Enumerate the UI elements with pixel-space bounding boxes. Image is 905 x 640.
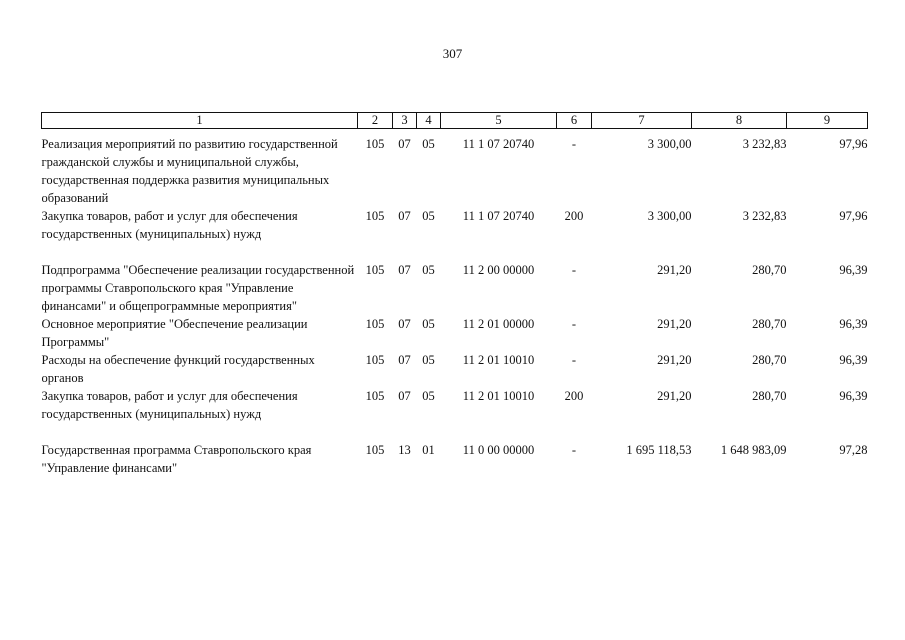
header-col-7: 7 bbox=[592, 113, 692, 129]
row-code-3: 07 bbox=[398, 317, 411, 331]
row-code-4: 05 bbox=[422, 263, 435, 277]
row-code-3: 13 bbox=[398, 443, 411, 457]
row-value-8: 280,70 bbox=[752, 263, 787, 277]
row-value-7: 291,20 bbox=[657, 263, 692, 277]
row-value-7: 3 300,00 bbox=[647, 209, 692, 223]
row-code-5: 11 2 01 10010 bbox=[462, 353, 535, 367]
row-code-3: 07 bbox=[398, 209, 411, 223]
row-value-7: 1 695 118,53 bbox=[626, 443, 692, 457]
header-col-8: 8 bbox=[692, 113, 787, 129]
row-code-6: - bbox=[571, 263, 577, 277]
header-row bbox=[42, 113, 868, 129]
table-row bbox=[42, 387, 868, 423]
row-code-6: - bbox=[571, 317, 577, 331]
row-percent: 96,39 bbox=[839, 263, 868, 277]
row-percent: 96,39 bbox=[839, 353, 868, 367]
row-code-4: 05 bbox=[422, 353, 435, 367]
row-code-2: 105 bbox=[365, 263, 385, 277]
table-row bbox=[42, 315, 868, 351]
row-code-3: 07 bbox=[398, 389, 411, 403]
row-code-5: 11 1 07 20740 bbox=[462, 209, 535, 223]
row-code-6: - bbox=[571, 443, 577, 457]
row-name: Закупка товаров, работ и услуг для обеспечения государственных (муниципальных) нужд bbox=[41, 389, 298, 421]
row-code-5: 11 0 00 00000 bbox=[462, 443, 535, 457]
row-code-5: 11 1 07 20740 bbox=[462, 137, 535, 151]
table-row bbox=[42, 351, 868, 387]
row-name: Государственная программа Ставропольского края "Управление финансами" bbox=[41, 443, 312, 475]
row-percent: 96,39 bbox=[839, 389, 868, 403]
row-value-7: 291,20 bbox=[657, 353, 692, 367]
header-col-5: 5 bbox=[441, 113, 557, 129]
header-col-3: 3 bbox=[393, 113, 417, 129]
budget-table bbox=[41, 112, 868, 477]
row-value-7: 291,20 bbox=[657, 317, 692, 331]
row-code-6: 200 bbox=[564, 209, 584, 223]
row-value-7: 3 300,00 bbox=[647, 137, 692, 151]
row-code-6: - bbox=[571, 137, 577, 151]
row-percent: 97,96 bbox=[839, 209, 868, 223]
row-code-3: 07 bbox=[398, 353, 411, 367]
row-code-5: 11 2 01 00000 bbox=[462, 317, 535, 331]
row-percent: 97,96 bbox=[839, 137, 868, 151]
row-code-2: 105 bbox=[365, 209, 385, 223]
row-value-8: 3 232,83 bbox=[742, 137, 787, 151]
header-col-6: 6 bbox=[557, 113, 592, 129]
row-code-5: 11 2 00 00000 bbox=[462, 263, 535, 277]
row-code-3: 07 bbox=[398, 263, 411, 277]
row-code-2: 105 bbox=[365, 317, 385, 331]
row-percent: 97,28 bbox=[839, 443, 868, 457]
row-name: Подпрограмма "Обеспечение реализации государственной программы Ставропольского края "Управление финансами" и общепрограммные мероприятия" bbox=[41, 263, 355, 313]
row-value-8: 3 232,83 bbox=[742, 209, 787, 223]
row-code-2: 105 bbox=[365, 137, 385, 151]
row-code-2: 105 bbox=[365, 353, 385, 367]
row-name: Основное мероприятие "Обеспечение реализации Программы" bbox=[41, 317, 308, 349]
row-code-4: 05 bbox=[422, 317, 435, 331]
row-name: Реализация мероприятий по развитию государственной гражданской службы и муниципальной службы, государственная поддержка развития муниципальных образований bbox=[41, 137, 338, 205]
header-col-1: 1 bbox=[42, 113, 358, 129]
table-row bbox=[42, 207, 868, 243]
row-code-4: 05 bbox=[422, 137, 435, 151]
header-col-2: 2 bbox=[358, 113, 393, 129]
row-name: Расходы на обеспечение функций государственных органов bbox=[41, 353, 315, 385]
header-col-4: 4 bbox=[417, 113, 441, 129]
row-percent: 96,39 bbox=[839, 317, 868, 331]
table-row bbox=[42, 135, 868, 207]
table-row bbox=[42, 261, 868, 315]
row-code-6: - bbox=[571, 353, 577, 367]
row-code-4: 01 bbox=[422, 443, 435, 457]
table-row bbox=[42, 441, 868, 477]
page-number: 307 bbox=[442, 46, 463, 61]
row-code-4: 05 bbox=[422, 389, 435, 403]
row-value-8: 1 648 983,09 bbox=[720, 443, 787, 457]
row-value-8: 280,70 bbox=[752, 353, 787, 367]
row-code-6: 200 bbox=[564, 389, 584, 403]
row-value-8: 280,70 bbox=[752, 317, 787, 331]
row-value-7: 291,20 bbox=[657, 389, 692, 403]
row-code-5: 11 2 01 10010 bbox=[462, 389, 535, 403]
row-value-8: 280,70 bbox=[752, 389, 787, 403]
row-name: Закупка товаров, работ и услуг для обеспечения государственных (муниципальных) нужд bbox=[41, 209, 298, 241]
row-code-2: 105 bbox=[365, 389, 385, 403]
row-code-4: 05 bbox=[422, 209, 435, 223]
header-col-9: 9 bbox=[787, 113, 868, 129]
row-code-3: 07 bbox=[398, 137, 411, 151]
row-code-2: 105 bbox=[365, 443, 385, 457]
